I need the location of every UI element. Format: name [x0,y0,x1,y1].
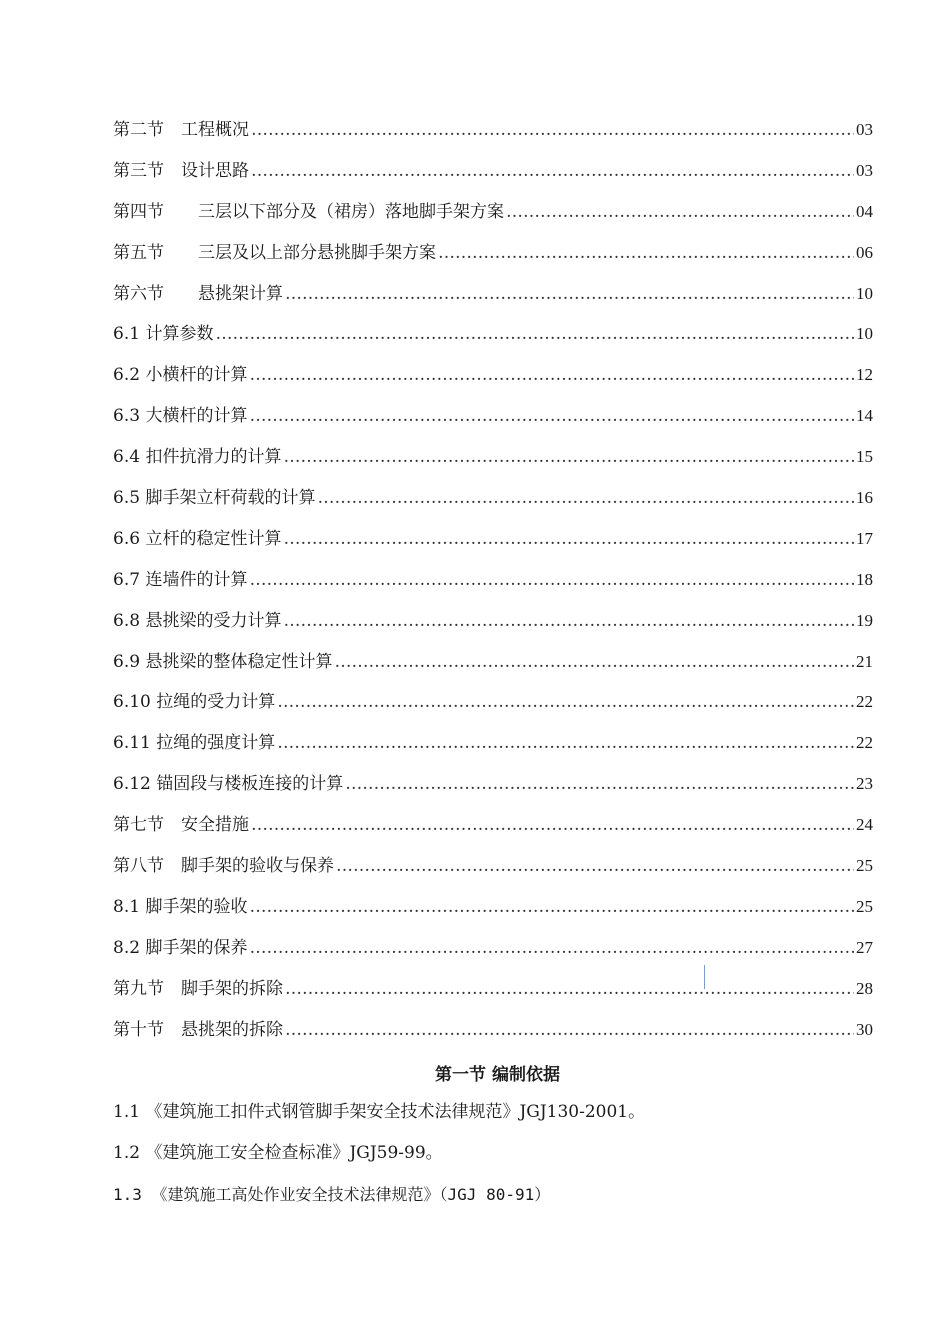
dot-leader [285,1010,854,1051]
dot-leader [249,560,854,601]
dot-leader [251,805,854,846]
reference-item: 1.1 《建筑施工扣件式钢管脚手架安全技术法律规范》JGJ130-2001。 [113,1102,646,1122]
toc-entry-page-number: 21 [856,651,873,671]
dot-leader [249,396,854,437]
dot-leader [285,274,854,315]
toc-entry-label: 8.1 脚手架的验收 [113,896,248,917]
toc-entry-page-number: 19 [856,610,873,630]
dot-leader [345,764,854,805]
dot-leader [317,478,854,519]
toc-entry-page-number: 03 [856,160,873,180]
toc-entry-label: 6.6 立杆的稳定性计算 [113,528,282,549]
toc-entry-page-number: 23 [856,774,873,794]
toc-entry[interactable] [113,151,873,192]
dot-leader [285,969,854,1010]
toc-entry[interactable] [113,437,873,478]
toc-entry[interactable] [113,314,873,355]
toc-entry[interactable] [113,642,873,683]
dot-leader [334,642,854,683]
toc-entry-page-number: 16 [856,488,873,508]
toc-entry[interactable] [113,764,873,805]
toc-entry[interactable] [113,478,873,519]
toc-entry[interactable] [113,1010,873,1051]
toc-entry-page-number: 18 [856,569,873,589]
toc-entry-label: 6.12 锚固段与楼板连接的计算 [113,774,344,795]
toc-entry-page-number: 30 [856,1019,873,1039]
toc-entry[interactable] [113,846,873,887]
toc-entry-label: 8.2 脚手架的保养 [113,937,248,958]
toc-entry-label: 6.10 拉绳的受力计算 [113,692,276,713]
toc-entry[interactable] [113,110,873,151]
toc-entry-label: 6.8 悬挑梁的受力计算 [113,610,282,631]
dot-leader [215,314,854,355]
section-heading: 第一节 编制依据 [435,1065,560,1085]
toc-entry[interactable] [113,396,873,437]
toc-entry-page-number: 06 [856,242,873,262]
dot-leader [336,846,854,887]
toc-entry-label: 第十节 悬挑架的拆除 [113,1019,283,1040]
toc-entry[interactable] [113,805,873,846]
toc-entry-page-number: 04 [856,201,873,221]
dot-leader [283,601,854,642]
toc-entry-page-number: 25 [856,856,873,876]
dot-leader [283,437,854,478]
toc-entry-page-number: 10 [856,324,873,344]
toc-entry-label: 第八节 脚手架的验收与保养 [113,856,334,877]
text-cursor [704,965,705,989]
toc-entry-page-number: 25 [856,896,873,916]
table-of-contents [113,110,873,1050]
dot-leader [506,192,854,233]
toc-entry[interactable] [113,192,873,233]
toc-entry[interactable] [113,560,873,601]
toc-entry-label: 第五节 三层及以上部分悬挑脚手架方案 [113,242,436,263]
dot-leader [251,110,854,151]
toc-entry[interactable] [113,355,873,396]
dot-leader [277,723,854,764]
reference-list [113,1092,873,1215]
toc-entry-label: 第二节 工程概况 [113,120,249,140]
toc-entry-page-number: 17 [856,528,873,548]
toc-entry[interactable] [113,233,873,274]
dot-leader [438,233,854,274]
dot-leader [249,355,854,396]
toc-entry[interactable] [113,969,873,1010]
toc-entry-label: 6.1 计算参数 [113,324,214,345]
toc-entry[interactable] [113,723,873,764]
reference-item: 1.3 《建筑施工高处作业安全技术法律规范》（JGJ 80-91） [113,1185,551,1204]
toc-entry-label: 6.11 拉绳的强度计算 [113,733,276,754]
toc-entry-page-number: 22 [856,692,873,712]
toc-entry-page-number: 14 [856,406,873,426]
toc-entry-page-number: 10 [856,283,873,303]
toc-entry[interactable] [113,682,873,723]
toc-entry[interactable] [113,274,873,315]
toc-entry[interactable] [113,519,873,560]
toc-entry-label: 第三节 设计思路 [113,160,249,181]
toc-entry-page-number: 27 [856,937,873,957]
toc-entry-label: 第六节 悬挑架计算 [113,283,283,304]
dot-leader [251,151,854,192]
toc-entry-label: 第四节 三层以下部分及（裙房）落地脚手架方案 [113,201,504,222]
toc-entry-page-number: 15 [856,447,873,467]
toc-entry-label: 6.7 连墙件的计算 [113,569,248,590]
dot-leader [283,519,854,560]
toc-entry-label: 第七节 安全措施 [113,815,249,836]
toc-entry[interactable] [113,928,873,969]
toc-entry-label: 第九节 脚手架的拆除 [113,978,283,999]
dot-leader [277,682,854,723]
toc-entry-label: 6.2 小横杆的计算 [113,365,248,386]
toc-entry[interactable] [113,601,873,642]
dot-leader [249,928,854,969]
toc-entry-page-number: 12 [856,365,873,385]
toc-entry-label: 6.9 悬挑梁的整体稳定性计算 [113,651,333,672]
toc-entry[interactable] [113,887,873,928]
toc-entry-label: 6.3 大横杆的计算 [113,406,248,427]
dot-leader [249,887,854,928]
toc-entry-page-number: 24 [856,815,873,835]
toc-entry-page-number: 03 [856,120,873,139]
toc-entry-page-number: 28 [856,978,873,998]
reference-item: 1.2 《建筑施工安全检查标准》JGJ59-99。 [113,1143,443,1163]
toc-entry-page-number: 22 [856,733,873,753]
toc-entry-label: 6.4 扣件抗滑力的计算 [113,447,282,468]
toc-entry-label: 6.5 脚手架立杆荷载的计算 [113,488,316,509]
